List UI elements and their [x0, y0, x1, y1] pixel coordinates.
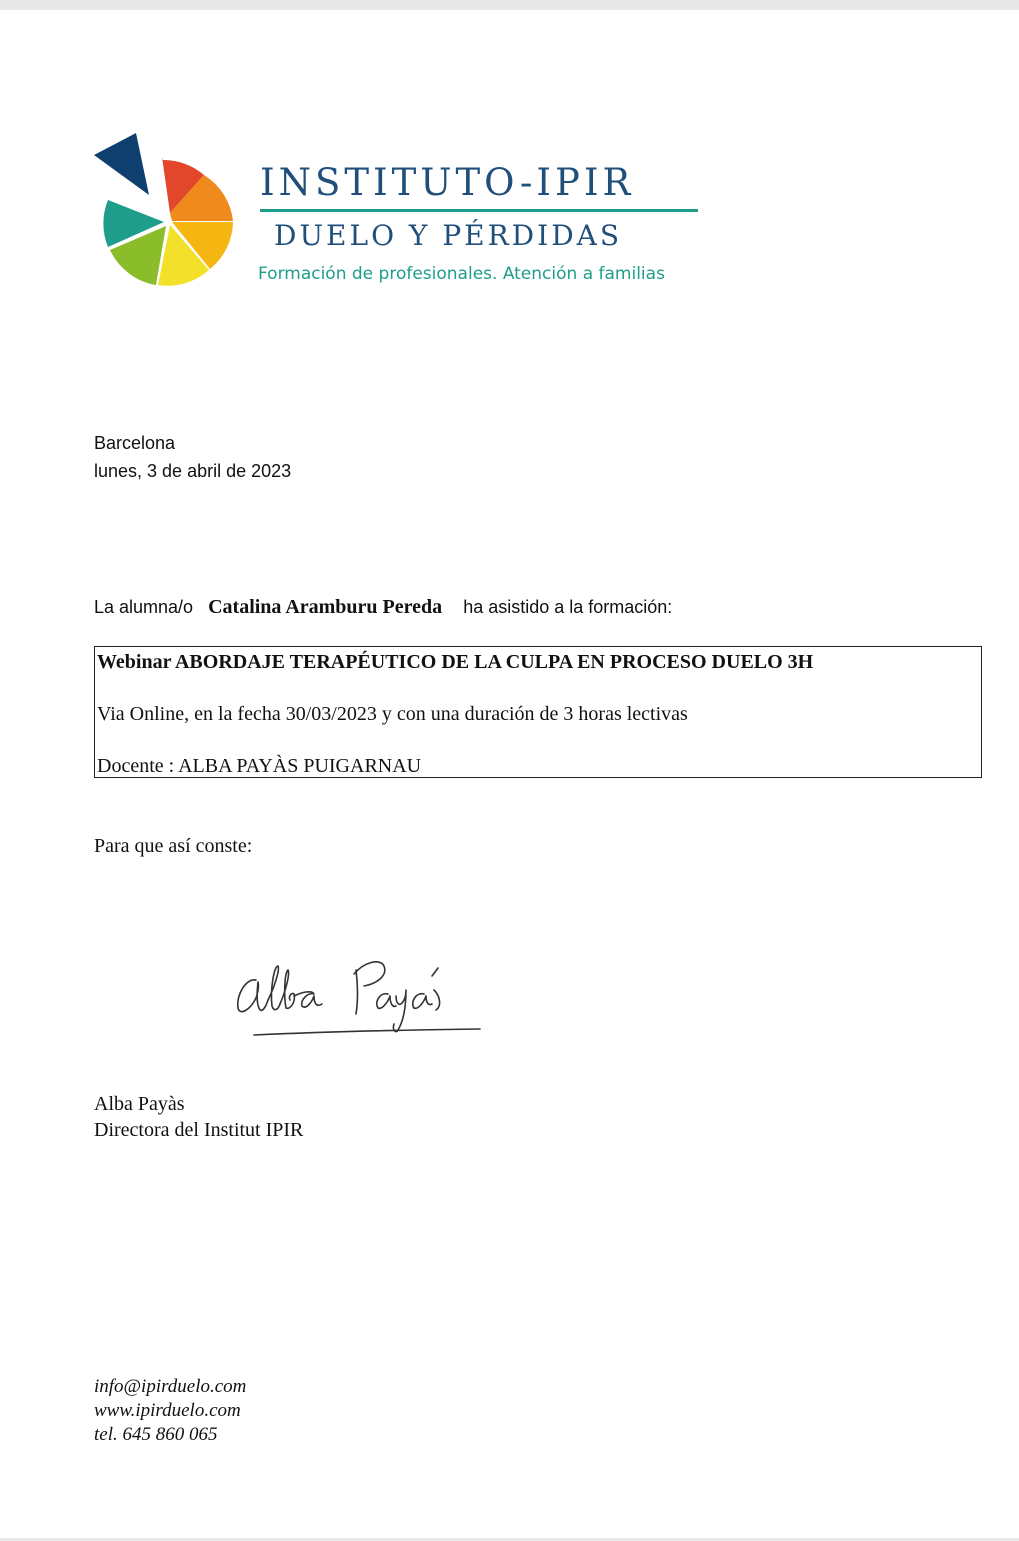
course-title: Webinar ABORDAJE TERAPÉUTICO DE LA CULPA EN PROCESO DUELO 3H — [97, 651, 814, 673]
contact-phone: tel. 645 860 065 — [94, 1424, 218, 1445]
attendance-suffix: ha asistido a la formación: — [463, 597, 673, 617]
contact-website: www.ipirduelo.com — [94, 1400, 241, 1421]
issue-date: lunes, 3 de abril de 2023 — [94, 461, 292, 481]
institute-logo — [92, 125, 712, 295]
certificate-page — [0, 10, 1019, 1538]
closing-text: Para que así conste: — [94, 835, 253, 857]
logo-tagline: Formación de profesionales. Atención a familias — [258, 264, 665, 284]
attendance-statement — [94, 596, 672, 619]
course-info: Via Online, en la fecha 30/03/2023 y con una duración de 3 horas lectivas — [97, 703, 688, 725]
signer-name: Alba Payàs — [94, 1093, 185, 1115]
signer-role: Directora del Institut IPIR — [94, 1119, 304, 1141]
course-details-box — [94, 646, 982, 778]
contact-email: info@ipirduelo.com — [94, 1376, 247, 1397]
logo-title: INSTITUTO-IPIR — [260, 161, 635, 204]
logo-divider — [260, 209, 698, 212]
pie-logo-icon — [92, 125, 242, 295]
handwritten-signature — [228, 940, 488, 1040]
place: Barcelona — [94, 433, 176, 453]
student-name: Catalina Aramburu Pereda — [208, 596, 443, 618]
course-teacher: Docente : ALBA PAYÀS PUIGARNAU — [97, 755, 422, 777]
logo-subtitle: DUELO Y PÉRDIDAS — [274, 219, 623, 252]
attendance-prefix: La alumna/o — [94, 597, 194, 617]
